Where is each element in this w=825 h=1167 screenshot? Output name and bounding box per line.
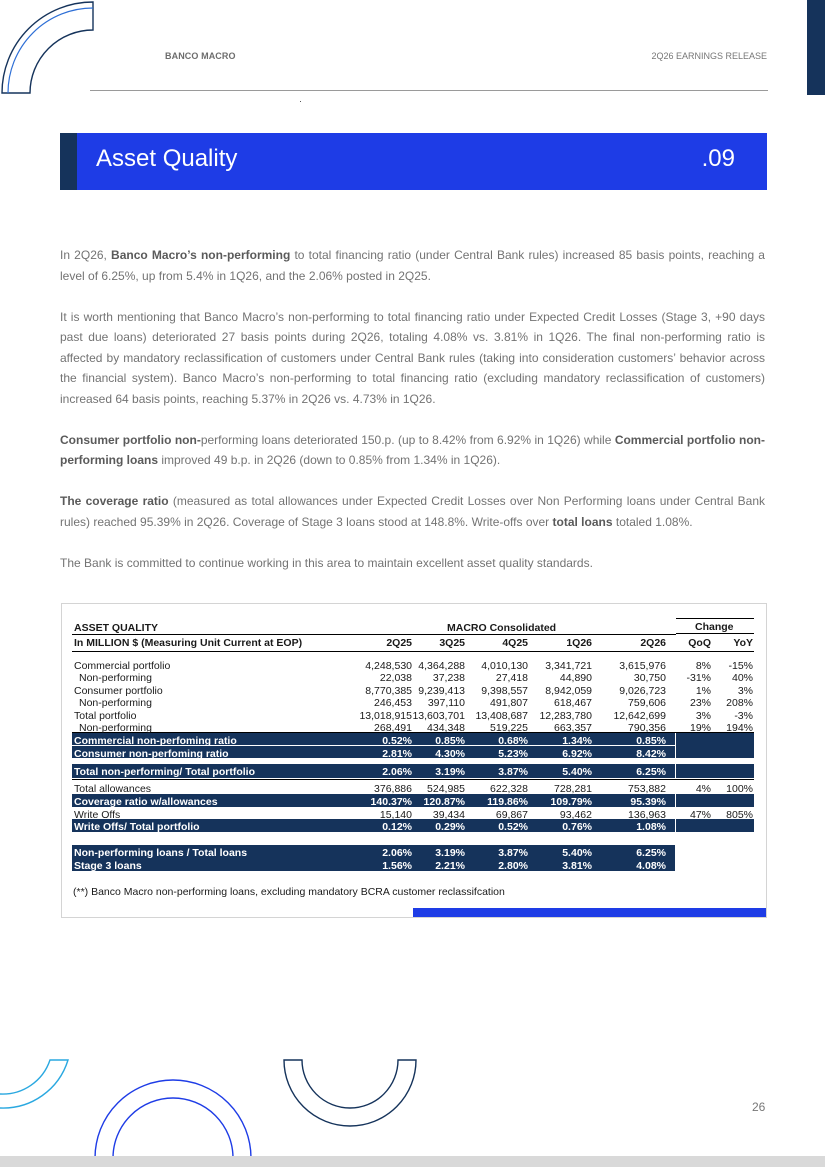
section-title: Asset Quality <box>96 145 238 172</box>
table-cell: 5.40% <box>562 766 592 778</box>
p4-bold: The coverage ratio <box>60 494 169 508</box>
p3-bold: Consumer portfolio non- <box>60 432 201 447</box>
table-cell: 1.08% <box>636 821 666 833</box>
p4-bold: total loans <box>552 514 613 529</box>
table-change-highlight <box>676 794 754 807</box>
table-cell: 4,248,530 <box>365 660 412 672</box>
table-cell: 376,886 <box>374 783 412 795</box>
table-cell: 6.25% <box>636 847 666 859</box>
table-column-header: QoQ <box>688 637 711 649</box>
table-cell: 268,491 <box>374 722 412 734</box>
table-row-label: Total non-performing/ Total portfolio <box>74 766 255 778</box>
table-row-label: Write Offs <box>74 809 121 821</box>
table-cell: 4.08% <box>636 860 666 872</box>
table-cell: 759,606 <box>628 697 666 709</box>
paragraph-4 <box>60 491 765 532</box>
paragraph-3 <box>60 430 765 471</box>
p4-text: (measured as total allowances under Expected Credit Losses over Non Performing loans under Central Bank rules) reached 95.39% in 2Q26. Coverage of Stage 3 loans stood at 148.8%. Write-offs over <box>60 494 765 529</box>
table-cell: 434,348 <box>427 722 465 734</box>
paragraph-1 <box>60 245 765 286</box>
table-cell: 140.37% <box>370 796 412 808</box>
table-cell: 3.19% <box>435 766 465 778</box>
table-cell: 136,963 <box>628 809 666 821</box>
table-cell: 2.06% <box>382 766 412 778</box>
table-cell: 3% <box>695 710 711 722</box>
table-row-label: Consumer non-perfoming ratio <box>74 748 229 760</box>
table-cell: 4% <box>695 783 711 795</box>
table-cell: 3,615,976 <box>619 660 666 672</box>
section-banner-tab <box>60 133 77 190</box>
table-cell: 37,238 <box>432 672 465 684</box>
table-cell: 27,418 <box>495 672 528 684</box>
table-cell: 8,770,385 <box>365 685 412 697</box>
table-cell: 3.87% <box>498 766 528 778</box>
change-header-rule <box>676 633 754 634</box>
table-cell: 1.34% <box>562 735 592 747</box>
table-cell: 753,882 <box>628 783 666 795</box>
table-header-bottom-rule <box>72 651 754 652</box>
table-rule <box>72 779 754 780</box>
table-cell: 519,225 <box>490 722 528 734</box>
decorative-arc-graphic <box>0 0 140 100</box>
table-cell: 805% <box>726 809 753 821</box>
table-cell: 12,283,780 <box>539 710 592 722</box>
table-footnote: (**) Banco Macro non-performing loans, excluding mandatory BCRA customer reclassifcation <box>73 886 505 898</box>
table-cell: 3.81% <box>562 860 592 872</box>
table-cell: 120.87% <box>423 796 465 808</box>
table-cell: 0.85% <box>636 735 666 747</box>
table-column-header: 4Q25 <box>502 637 528 649</box>
table-row-label: Non-performing loans / Total loans <box>74 847 248 859</box>
table-cell: 5.23% <box>498 748 528 760</box>
table-cell: 3.19% <box>435 847 465 859</box>
table-cell: 3,341,721 <box>545 660 592 672</box>
p3-bold: Commercial portfolio non-performing loans <box>60 432 765 467</box>
table-cell: 2.81% <box>382 748 412 760</box>
table-cell: 790,356 <box>628 722 666 734</box>
table-cell: 0.52% <box>382 735 412 747</box>
table-cell: 13,018,915 <box>359 710 412 722</box>
table-row-label: Write Offs/ Total portfolio <box>74 821 200 833</box>
table-cell: 194% <box>726 722 753 734</box>
table-units-label: In MILLION $ (Measuring Unit Current at EOP) <box>74 637 303 649</box>
table-change-highlight <box>676 733 754 758</box>
header-divider <box>90 90 768 91</box>
table-cell: 618,467 <box>554 697 592 709</box>
table-column-header: 3Q25 <box>439 637 465 649</box>
table-cell: 0.76% <box>562 821 592 833</box>
table-row-label: Non-performing <box>79 722 152 734</box>
table-cell: -3% <box>734 710 753 722</box>
table-row-label: Consumer portfolio <box>74 685 163 697</box>
table-row-label: Stage 3 loans <box>74 860 142 872</box>
footer-strip <box>0 1156 825 1167</box>
table-cell: 0.12% <box>382 821 412 833</box>
table-cell: 6.92% <box>562 748 592 760</box>
table-cell: 22,038 <box>379 672 412 684</box>
top-right-accent-bar <box>807 0 825 95</box>
asset-quality-table <box>61 603 767 918</box>
table-row-label: Coverage ratio w/allowances <box>74 796 218 808</box>
body-text <box>60 245 765 594</box>
table-cell: 0.52% <box>498 821 528 833</box>
decorative-bottom-arcs <box>0 1050 420 1160</box>
table-row-label: Total allowances <box>74 783 152 795</box>
table-cell: 3% <box>737 685 753 697</box>
table-cell: 663,357 <box>554 722 592 734</box>
table-cell: 8,942,059 <box>545 685 592 697</box>
table-cell: 5.40% <box>562 847 592 859</box>
table-cell: 4,010,130 <box>481 660 528 672</box>
table-cell: 39,434 <box>432 809 465 821</box>
table-row-label: Commercial portfolio <box>74 660 171 672</box>
table-cell: 8.42% <box>636 748 666 760</box>
section-number: .09 <box>701 145 735 172</box>
table-cell: -15% <box>728 660 753 672</box>
table-cell: 491,807 <box>490 697 528 709</box>
p1-text: to total financing ratio (under Central Bank rules) increased 85 basis points, reaching a level of 6.25%, up from 5.4% in 1Q26, and the 2.06% posted in 2Q25. <box>60 248 765 283</box>
table-cell: 397,110 <box>427 697 465 709</box>
table-column-header: 2Q26 <box>640 637 666 649</box>
table-cell: 2.06% <box>382 847 412 859</box>
table-accent-bar <box>413 908 766 917</box>
paragraph-5: The Bank is committed to continue working in this area to maintain excellent asset quality standards. <box>60 555 593 570</box>
table-row-label: Total portfolio <box>74 710 137 722</box>
table-cell: 728,281 <box>554 783 592 795</box>
table-cell: 0.85% <box>435 735 465 747</box>
table-cell: 109.79% <box>550 796 592 808</box>
table-cell: 19% <box>689 722 711 734</box>
stray-dot <box>300 101 301 102</box>
table-cell: 13,408,687 <box>475 710 528 722</box>
table-cell: 12,642,699 <box>613 710 666 722</box>
p4-text: totaled 1.08%. <box>612 514 693 529</box>
table-cell: 95.39% <box>630 796 666 808</box>
table-cell: 9,239,413 <box>418 685 465 697</box>
table-cell: 1.56% <box>382 860 412 872</box>
p3-text: improved 49 b.p. in 2Q26 (down to 0.85% from 1.34% in 1Q26). <box>158 453 501 467</box>
p3-text: performing loans deteriorated 150.p. (up to 8.42% from 6.92% in 1Q26) while <box>200 432 615 447</box>
table-row-label: Non-performing <box>79 697 152 709</box>
table-group-label: MACRO Consolidated <box>447 622 557 634</box>
p1-bold: Banco Macro’s non-performing <box>111 248 291 262</box>
table-change-highlight <box>676 764 754 778</box>
table-cell: 9,026,723 <box>619 685 666 697</box>
table-cell: 6.25% <box>636 766 666 778</box>
table-cell: 2.21% <box>435 860 465 872</box>
table-cell: 4.30% <box>435 748 465 760</box>
table-cell: 246,453 <box>374 697 412 709</box>
table-row-label: Non-performing <box>79 672 152 684</box>
table-cell: 23% <box>689 697 711 709</box>
table-cell: 44,890 <box>559 672 592 684</box>
header-company: BANCO MACRO <box>165 51 236 61</box>
table-cell: 1% <box>695 685 711 697</box>
table-column-header: 2Q25 <box>386 637 412 649</box>
table-cell: 40% <box>731 672 753 684</box>
table-cell: -31% <box>686 672 711 684</box>
table-cell: 13,603,701 <box>412 710 465 722</box>
p1-text: In 2Q26, <box>60 248 112 262</box>
table-cell: 15,140 <box>379 809 412 821</box>
table-cell: 524,985 <box>427 783 465 795</box>
table-column-header: 1Q26 <box>566 637 592 649</box>
asset-quality-table-body <box>62 604 766 917</box>
table-cell: 4,364,288 <box>418 660 465 672</box>
change-header-rule <box>676 618 754 619</box>
paragraph-2: It is worth mentioning that Banco Macro’s non-performing to total financing ratio under Expected Credit Losses (Stage 3, +90 days past due loans) deteriorated 27 basis points during 2Q26, totaling 4.08% vs. 3.81% in 1Q26. The final non-performing ratio is affected by mandatory reclassification of customers under Central Bank rules (taking into consideration customers’ behavior across the financial system). Banco Macro’s non-performing to total financing ratio (excluding mandatory reclassification of customers) increased 64 basis points, reaching 5.37% in 2Q26 vs. 4.73% in 1Q26. <box>60 309 765 406</box>
table-cell: 119.86% <box>487 796 528 808</box>
table-cell: 30,750 <box>633 672 666 684</box>
table-cell: 100% <box>726 783 753 795</box>
table-cell: 622,328 <box>490 783 528 795</box>
table-cell: 0.68% <box>498 735 528 747</box>
table-cell: 2.80% <box>498 860 528 872</box>
table-cell: 47% <box>689 809 711 821</box>
table-cell: 93,462 <box>559 809 592 821</box>
table-cell: 3.87% <box>498 847 528 859</box>
page-number: 26 <box>752 1100 766 1114</box>
table-change-label: Change <box>695 621 734 633</box>
table-title: ASSET QUALITY <box>74 622 159 634</box>
header-report-title: 2Q26 EARNINGS RELEASE <box>651 51 767 61</box>
table-cell: 69,867 <box>495 809 528 821</box>
table-column-header: YoY <box>733 637 753 649</box>
table-cell: 208% <box>726 697 753 709</box>
table-row-label: Commercial non-perfoming ratio <box>74 735 237 747</box>
table-cell: 8% <box>695 660 711 672</box>
table-header-rule <box>72 634 676 635</box>
table-cell: 0.29% <box>435 821 465 833</box>
table-cell: 9,398,557 <box>481 685 528 697</box>
